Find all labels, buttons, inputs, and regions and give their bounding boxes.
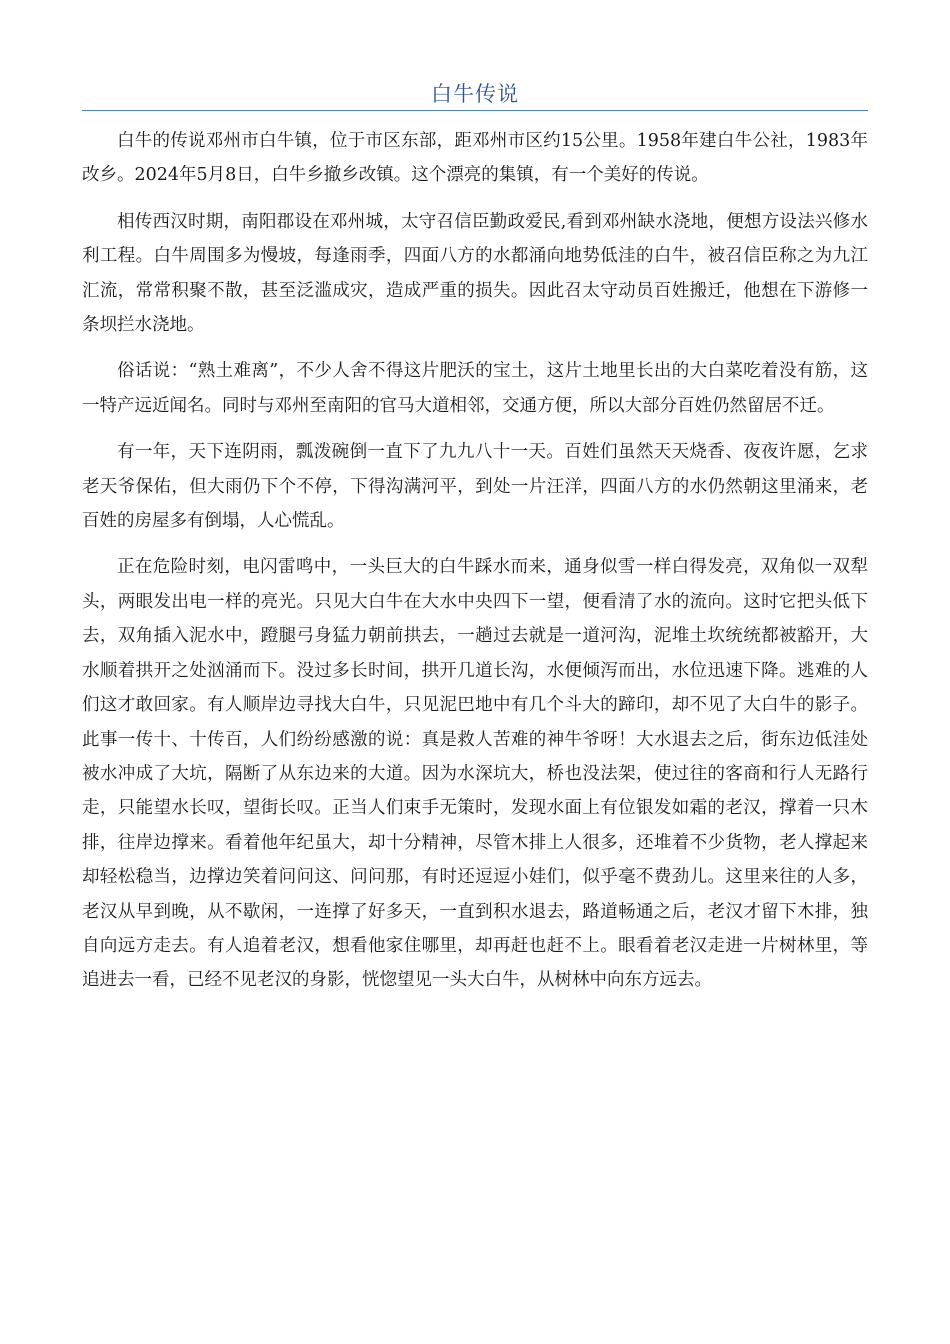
title-underline	[82, 110, 868, 111]
paragraph-white-ox: 正在危险时刻，电闪雷鸣中，一头巨大的白牛踩水而来，通身似雪一样白得发亮，双角似一双犁头，两眼发出电一样的亮光。只见大白牛在大水中央四下一望，便看清了水的流向。这时它把头低下去，双角插入泥水中，蹬腿弓身猛力朝前拱去，一趟过去就是一道河沟，泥堆土坎统统都被豁开，大水顺着拱开之处汹涌而下。没过多长时间，拱开几道长沟，水便倾泻而出，水位迅速下降。逃难的人们这才敢回家。有人顺岸边寻找大白牛，只见泥巴地中有几个斗大的蹄印，却不见了大白牛的影子。此事一传十、十传百，人们纷纷感激的说：真是救人苦难的神牛爷呀！大水退去之后，街东边低洼处被水冲成了大坑，隔断了从东边来的大道。因为水深坑大，桥也没法架，使过往的客商和行人无路行走，只能望水长叹，望街长叹。正当人们束手无策时，发现水面上有位银发如霜的老汉，撑着一只木排，往岸边撑来。看着他年纪虽大，却十分精神，尽管木排上人很多，还堆着不少货物，老人撑起来却轻松稳当，边撑边笑着问问这、问问那，有时还逗逗小娃们，似乎毫不费劲儿。这里来往的人多，老汉从早到晚，从不歇闲，一连撑了好多天，一直到积水退去，路道畅通之后，老汉才留下木排，独自向远方走去。有人追着老汉，想看他家住哪里，却再赶也赶不上。眼看着老汉走进一片树林里，等追进去一看，已经不见老汉的身影，恍惚望见一头大白牛，从树林中向东方远去。	[82, 557, 868, 991]
document-body	[82, 124, 868, 998]
document-title: 白牛传说	[431, 82, 519, 106]
paragraph-proverb: 俗话说：“熟土难离”，不少人舍不得这片肥沃的宝土，这片土地里长出的大白菜吃着没有筋，这一特产远近闻名。同时与邓州至南阳的官马大道相邻，交通方便，所以大部分百姓仍然留居不迁。	[82, 361, 868, 416]
paragraph-intro: 白牛的传说邓州市白牛镇，位于市区东部，距邓州市区约15公里。1958年建白牛公社，1983年改乡。2024年5月8日，白牛乡撤乡改镇。这个漂亮的集镇，有一个美好的传说。	[82, 131, 868, 186]
paragraph-rain: 有一年，天下连阴雨，瓢泼碗倒一直下了九九八十一天。百姓们虽然天天烧香、夜夜许愿，乞求老天爷保佑，但大雨仍下个不停，下得沟满河平，到处一片汪洋，四面八方的水仍然朝这里涌来，老百姓的房屋多有倒塌，人心慌乱。	[82, 442, 868, 532]
document-page	[82, 0, 868, 1010]
paragraph-western-han: 相传西汉时期，南阳郡设在邓州城，太守召信臣勤政爱民,看到邓州缺水浇地，便想方设法兴修水利工程。白牛周围多为慢坡，每逢雨季，四面八方的水都涌向地势低洼的白牛，被召信臣称之为九江汇流，常常积聚不散，甚至泛滥成灾，造成严重的损失。因此召太守动员百姓搬迁，他想在下游修一条坝拦水浇地。	[82, 211, 868, 336]
